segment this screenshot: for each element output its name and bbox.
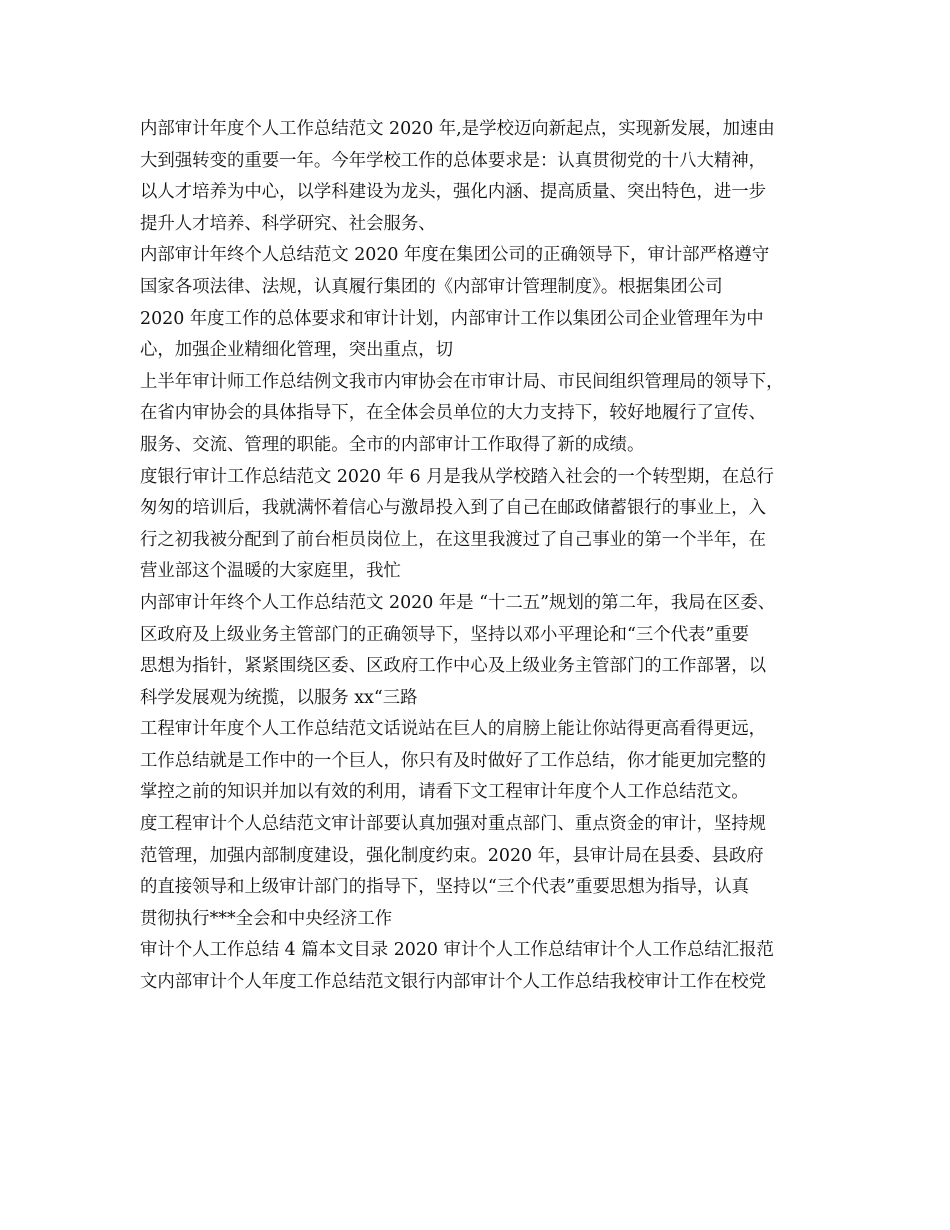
text-line: 掌控之前的知识并加以有效的利用，请看下文工程审计年度个人工作总结范文。 [140,782,749,803]
text-line: 工作总结就是工作中的一个巨人，你只有及时做好了工作总结，你才能更加完整的 [140,750,767,771]
text-line: 度工程审计个人总结范文审计部要认真加强对重点部门、重点资金的审计，坚持规 [140,814,767,835]
text-line: 审计个人工作总结 4 篇本文目录 2020 审计个人工作总结审计个人工作总结汇报范 [140,940,774,961]
text-line: 内部审计年终个人总结范文 2020 年度在集团公司的正确领导下，审计部严格遵守 [140,245,770,266]
paragraph-7 [140,809,830,935]
text-line: 度银行审计工作总结范文 2020 年 6 月是我从学校踏入社会的一个转型期，在总行 [140,466,774,487]
paragraph-1 [140,114,830,240]
text-line: 贯彻执行***全会和中央经济工作 [140,908,393,929]
text-line: 科学发展观为统揽，以服务 xx“三路 [140,687,418,708]
text-line: 行之初我被分配到了前台柜员岗位上，在这里我渡过了自己事业的第一个半年，在 [140,529,767,550]
paragraph-5 [140,588,830,714]
paragraph-2 [140,240,830,366]
text-line: 营业部这个温暖的大家庭里，我忙 [140,561,401,582]
text-line: 范管理，加强内部制度建设，强化制度约束。2020 年，县审计局在县委、县政府 [140,845,764,866]
text-line: 工程审计年度个人工作总结范文话说站在巨人的肩膀上能让你站得更高看得更远， [140,719,767,740]
text-line: 思想为指针，紧紧围绕区委、区政府工作中心及上级业务主管部门的工作部署，以 [140,656,767,677]
document-body [140,114,830,999]
paragraph-4 [140,462,830,588]
paragraph-8 [140,935,830,998]
text-line: 提升人才培养、科学研究、社会服务、 [140,213,436,234]
text-line: 2020 年度工作的总体要求和审计计划，内部审计工作以集团公司企业管理年为中 [140,308,764,329]
text-line: 内部审计年终个人工作总结范文 2020 年是 “十二五”规划的第二年，我局在区委、 [140,592,776,613]
text-line: 匆匆的培训后，我就满怀着信心与激昂投入到了自己在邮政储蓄银行的事业上，入 [140,498,767,519]
paragraph-3 [140,367,830,462]
text-line: 国家各项法律、法规，认真履行集团的《内部审计管理制度》。根据集团公司 [140,276,723,297]
text-line: 以人才培养为中心，以学科建设为龙头，强化内涵、提高质量、突出特色，进一步 [140,182,767,203]
text-line: 上半年审计师工作总结例文我市内审协会在市审计局、市民间组织管理局的领导下， [140,371,784,392]
text-line: 内部审计年度个人工作总结范文 2020 年,是学校迈向新起点，实现新发展，加速由 [140,119,775,139]
text-line: 大到强转变的重要一年。今年学校工作的总体要求是：认真贯彻党的十八大精神， [140,150,767,171]
paragraph-6 [140,714,830,809]
text-line: 服务、交流、管理的职能。全市的内部审计工作取得了新的成绩。 [140,434,645,455]
text-line: 文内部审计个人年度工作总结范文银行内部审计个人工作总结我校审计工作在校党 [140,972,767,993]
text-line: 区政府及上级业务主管部门的正确领导下，坚持以邓小平理论和“三个代表”重要 [140,624,750,645]
text-line: 心，加强企业精细化管理，突出重点，切 [140,340,454,361]
text-line: 的直接领导和上级审计部门的指导下，坚持以“三个代表”重要思想为指导，认真 [140,877,750,898]
text-line: 在省内审协会的具体指导下，在全体会员单位的大力支持下，较好地履行了宣传、 [140,403,767,424]
